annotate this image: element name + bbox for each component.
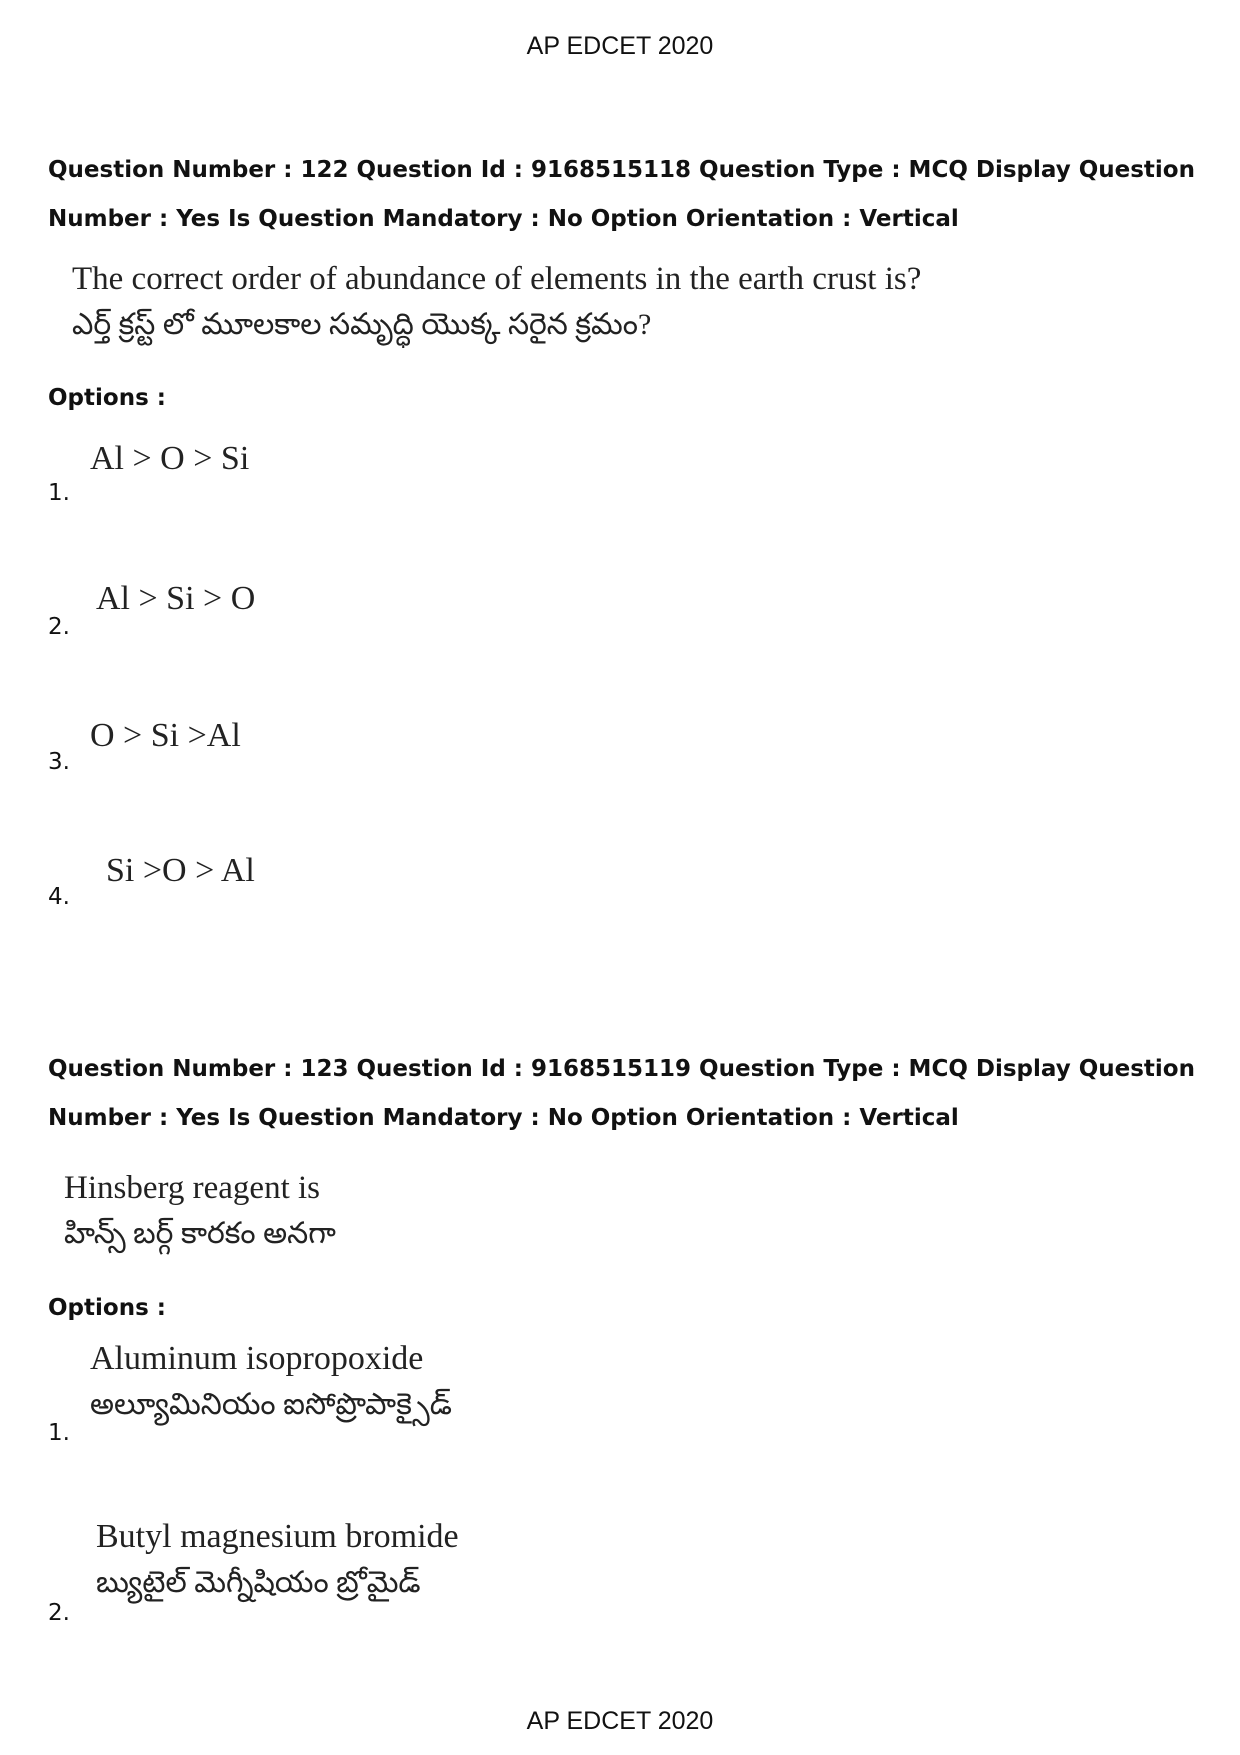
option-3-text: O > Si >Al <box>90 717 241 754</box>
page-footer: AP EDCET 2020 <box>526 1707 714 1735</box>
option-text-english: Aluminum isopropoxide <box>90 1340 424 1377</box>
option-2-number: 2. <box>48 614 70 640</box>
option-text-english: Butyl magnesium bromide <box>96 1518 459 1555</box>
option-1-text <box>90 1336 452 1428</box>
option-2-number: 2. <box>48 1600 70 1626</box>
option-4-text: Si >O > Al <box>106 852 255 889</box>
options-label: Options : <box>48 1295 166 1321</box>
question-meta-line-2: Number : Yes Is Question Mandatory : No Option Orientation : Vertical <box>48 1105 959 1131</box>
question-meta-line-1: Question Number : 122 Question Id : 9168515118 Question Type : MCQ Display Question <box>48 157 1195 183</box>
option-1-text: Al > O > Si <box>90 440 250 477</box>
option-text-telugu: బ్యుటైల్ మెగ్నీషియం బ్రోమైడ్ <box>96 1566 421 1599</box>
page-header: AP EDCET 2020 <box>526 32 714 60</box>
question-stem-english: Hinsberg reagent is <box>64 1170 320 1206</box>
question-123-meta <box>48 1045 1198 1143</box>
option-2-text <box>96 1514 459 1606</box>
option-4-number: 4. <box>48 884 70 910</box>
question-meta-line-2: Number : Yes Is Question Mandatory : No Option Orientation : Vertical <box>48 206 959 232</box>
option-text-telugu: అల్యూమినియం ఐసోప్రొపాక్సైడ్ <box>90 1388 452 1421</box>
question-stem-english: The correct order of abundance of elements in the earth crust is? <box>72 261 922 297</box>
options-label: Options : <box>48 385 166 411</box>
option-1-number: 1. <box>48 1420 70 1446</box>
option-3-number: 3. <box>48 749 70 775</box>
question-meta-line-1: Question Number : 123 Question Id : 9168515119 Question Type : MCQ Display Question <box>48 1056 1195 1082</box>
question-123-stem <box>64 1165 336 1257</box>
question-122-stem <box>72 256 921 348</box>
question-122-meta <box>48 146 1198 244</box>
question-stem-telugu: హిన్స్ బర్గ్ కారకం అనగా <box>64 1217 336 1250</box>
option-1-number: 1. <box>48 480 70 506</box>
question-stem-telugu: ఎర్త్ క్రస్ట్ లో మూలకాల సమృద్ధి యొక్క సరైన క్రమం? <box>72 308 652 341</box>
option-2-text: Al > Si > O <box>96 580 256 617</box>
